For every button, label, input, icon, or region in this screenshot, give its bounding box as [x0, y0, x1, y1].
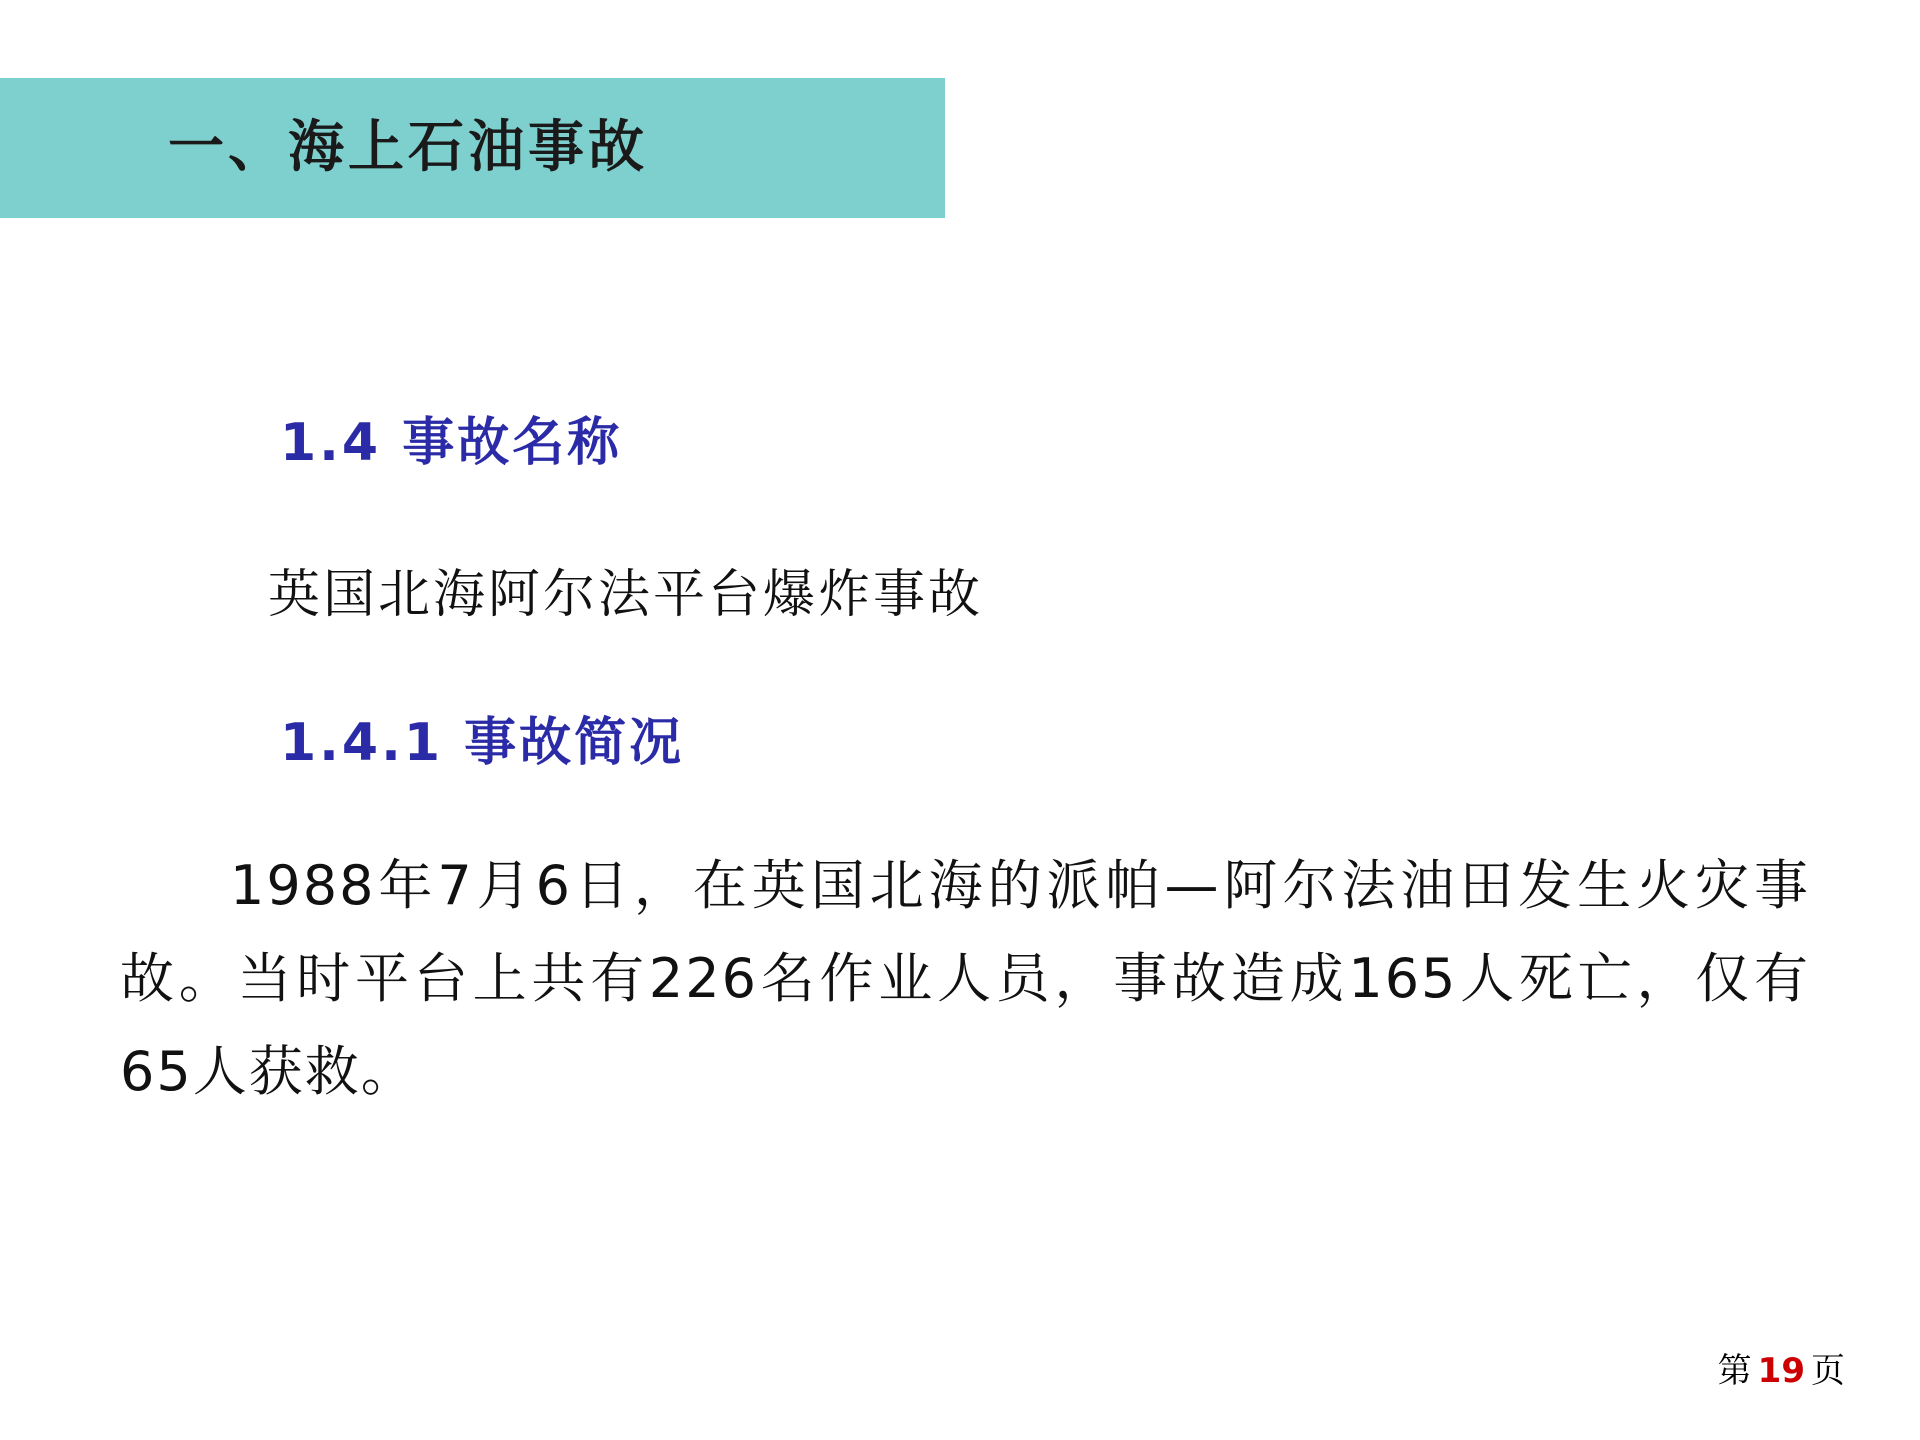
- page-title: 一、海上石油事故: [168, 115, 648, 180]
- section-heading-1-4: 1.4 事故名称: [280, 413, 623, 473]
- body-paragraph: 1988年7月6日，在英国北海的派帕—阿尔法油田发生火灾事故。当时平台上共有226名作业人员，事故造成165人死亡，仅有65人获救。: [120, 854, 1810, 1103]
- slide-header-band: [0, 78, 945, 218]
- page-footer: [1718, 1343, 1845, 1392]
- accident-name-text: 英国北海阿尔法平台爆炸事故: [268, 565, 984, 625]
- page-footer-prefix: 第: [1717, 1351, 1752, 1391]
- page-number: 19: [1757, 1351, 1805, 1391]
- page-footer-suffix: 页: [1811, 1351, 1845, 1391]
- section-heading-1-4-1: 1.4.1 事故简况: [280, 713, 685, 773]
